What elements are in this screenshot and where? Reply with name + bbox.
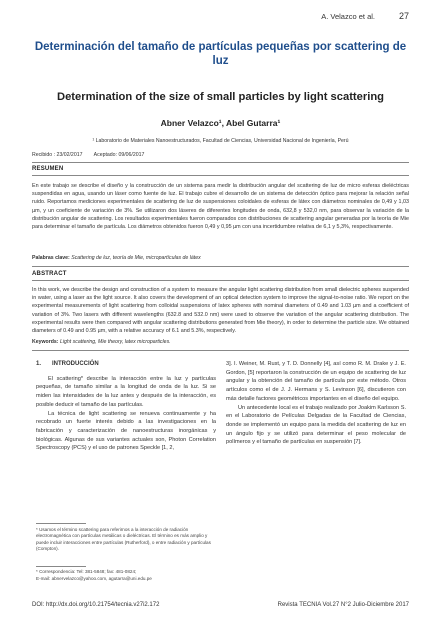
right-column [226, 360, 406, 447]
paragraph: 3]. I. Weiner, M. Rust, y T. D. Donnelly [4], así como R. M. Drake y J. E. Gordon, [5] reportaron la construcción de un equipo de scattering de luz angular y la obtención del tamaño de partícula por este método. Otros artículos como el de J. J. Hermans y S. Levinson [6], discutieron con más detalle factores geométricos importantes en el diseño del equipo. [226, 361, 406, 402]
resumen-heading: RESUMEN [32, 166, 64, 172]
abstract-keywords [32, 339, 171, 345]
paragraph: Un antecedente local es el trabajo realizado por Joakim Karlsson S. en el Laboratorio de Películas Delgadas de la Facultad de Ciencias, donde se implementó un equipo para la medida del scattering de luz en un ángulo fijo y se utilizó para determinar el peso molecular de polímeros y el tamaño de partículas en suspensión [7]. [226, 404, 406, 446]
abstract-text: In this work, we describe the design and construction of a system to measure the angular light scattering distribution from small dielectric spheres suspended in water, using a laser as the light source. It also covers the development of an optical detection system to improve the signal-to-noise ratio. We report on the experimental measurements of light scattering from colloidal suspensions of latex spheres with nominal diameters of 0.49 and 1.03 µm and a coefficient of variation of 3%. Two lasers with different wavelengths (632.8 and 532.0 nm) were used to observe the variation of the angular scattering distribution. The experimental results were then compared with angular scattering distributions generated from Mie theory), in order to determine the particle size. We obtained diameters of 0.49 and 0.95 µm, with a relative accuracy of 6.1 and 5.3%, respectively. [32, 287, 409, 335]
divider [32, 175, 409, 176]
keywords-value: Scattering de luz, teoría de Mie, micropartículas de látex [71, 255, 201, 261]
section-heading [36, 360, 216, 369]
doi-link[interactable]: DOI: http://dx.doi.org/10.21754/tecnia.v27i2.172 [32, 602, 160, 608]
keywords-label: Keywords: [32, 339, 59, 345]
divider [32, 162, 409, 163]
running-header-authors: A. Velazco et al. [321, 12, 375, 21]
journal-info: Revista TECNIA Vol.27 N°2 Julio-Diciembre 2017 [277, 602, 409, 608]
footnote-correspondence: * Correspondencia: Tel: 381-5848; fax: 481-0824; [36, 569, 137, 574]
page-number: 27 [398, 11, 409, 21]
title-spanish: Determinación del tamaño de partículas pequeñas por scattering de luz [34, 41, 407, 67]
resumen-keywords [32, 255, 201, 261]
keywords-value: Light scattering, Mie theory, latex microparticles. [59, 339, 171, 345]
authors-line: Abner Velazco¹, Abel Gutarra¹ [160, 118, 281, 128]
dates-line [32, 152, 154, 158]
footnote-divider [36, 566, 86, 567]
footnote-divider [36, 523, 86, 524]
divider [32, 266, 409, 267]
received-date: Recibido : 23/02/2017 [32, 152, 83, 158]
accepted-date: Aceptado: 09/06/2017 [93, 152, 145, 158]
paragraph: La técnica de light scattering se renueva continuamente y ha recobrado un fuerte interés debido a las investigaciones en la fabricación y caracterización de nanoestructuras inorgánicas y biológicas. Algunas de sus variantes actuales son, Photon Correlation Spectroscopy (PCS) y el uso de patrones Speckle [1, 2, [36, 410, 216, 452]
paragraph: El scattering* describe la interacción entre la luz y partículas pequeñas, de tamaño similar a la longitud de onda de la luz. Si se miden las intensidades de la luz antes y después de la interacción, es posible deducir el tamaño de las partículas. [36, 375, 216, 408]
left-column [36, 360, 216, 453]
divider [32, 280, 409, 281]
title-english: Determination of the size of small particles by light scattering [57, 91, 384, 103]
section-number: 1. [36, 361, 42, 367]
affiliation: ¹ Laboratorio de Materiales Nanoestructurados, Facultad de Ciencias, Universidad Nacional de Ingeniería, Perú [92, 138, 349, 144]
resumen-text: En este trabajo se describe el diseño y la construcción de un sistema para medir la distribución angular del scattering de luz de micro esferas dieléctricas suspendidas en agua, usando un láser como fuente de luz. El trabajo cubre el desarrollo de un sistema de detección óptico para mejorar la relación señal ruido. Reportamos mediciones experimentales de scattering de luz de suspensiones coloidales de esferas de látex con diámetros nominales de 0,49 y 1,03 µm, y un coeficiente de variación de 3%. Se utilizaron dos láseres de diferentes longitudes de onda, 632,8 y 532,0 nm, para observar la variación de la distribución angular de scattering. Los resultados experimentales fueron comparados con distribuciones de scattering angular generadas por la teoría de Mie para determinar el tamaño de partícula. Los diámetros obtenidos fueron 0,49 y 0,95 µm con una incertidumbre relativa de 6,1 y 5,3%, respectivamente. [32, 183, 409, 231]
abstract-heading: ABSTRACT [32, 271, 67, 277]
footnote-scattering: * Usamos el término scattering para referirnos a la interacción de radiación electromagnética con partículas metálicas o dieléctricas. El término es más amplio y puede incluir interacciones entre partículas (Rutherford), o entre radiación y partículas (Compton). [36, 527, 211, 552]
keywords-label: Palabras clave: [32, 255, 70, 261]
divider [32, 350, 409, 351]
section-title: INTRODUCCIÓN [52, 361, 99, 367]
footnote-email: E-mail: abnervelazco@yahoo.com, agutarra@uni.edu.pe [36, 576, 152, 581]
